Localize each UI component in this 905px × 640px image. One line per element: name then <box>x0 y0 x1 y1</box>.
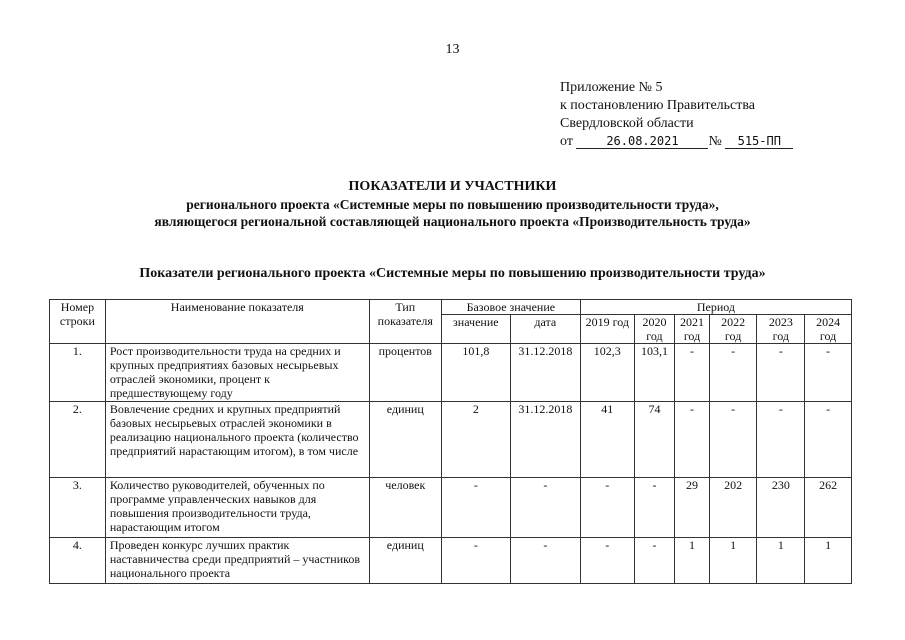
value-2020: - <box>634 478 675 538</box>
header-base-value: значение <box>441 315 510 344</box>
indicator-name: Проведен конкурс лучших практик наставничества среди предприятий – участников национального проекта <box>105 538 369 584</box>
value-2024: - <box>805 402 852 478</box>
appendix-region: Свердловской области <box>560 116 694 131</box>
base-date: - <box>510 478 580 538</box>
section-title: Показатели регионального проекта «Системные меры по повышению производительности труда» <box>139 266 766 281</box>
page-number: 13 <box>445 42 460 57</box>
header-type: Тип показателя <box>369 300 441 344</box>
row-number: 1. <box>50 344 106 402</box>
indicator-type: единиц <box>369 402 441 478</box>
base-date: 31.12.2018 <box>510 344 580 402</box>
value-2022: - <box>709 402 757 478</box>
value-2022: - <box>709 344 757 402</box>
value-2024: 1 <box>805 538 852 584</box>
row-number: 2. <box>50 402 106 478</box>
indicator-name: Рост производительности труда на средних и крупных предприятиях базовых несырьевых отраслей экономики, процент к предшествующему году <box>105 344 369 402</box>
table-row <box>50 538 852 584</box>
row-number: 4. <box>50 538 106 584</box>
value-2020: 74 <box>634 402 675 478</box>
indicator-type: единиц <box>369 538 441 584</box>
document-title: ПОКАЗАТЕЛИ И УЧАСТНИКИ <box>348 179 557 194</box>
value-2023: 230 <box>757 478 805 538</box>
indicator-name: Вовлечение средних и крупных предприятий базовых несырьевых отраслей экономики в реализацию национального проекта (количество предприятий нарастающим итогом), в том числе <box>105 402 369 478</box>
value-2019: 41 <box>580 402 634 478</box>
value-2023: - <box>757 344 805 402</box>
value-2024: - <box>805 344 852 402</box>
document-subtitle: регионального проекта «Системные меры по повышению производительности труда», <box>186 197 719 212</box>
header-row-1 <box>50 300 852 315</box>
value-2019: 102,3 <box>580 344 634 402</box>
base-date: - <box>510 538 580 584</box>
value-2021: - <box>675 344 710 402</box>
value-2021: 1 <box>675 538 710 584</box>
resolution-date: 26.08.2021 <box>576 134 708 149</box>
base-value: 101,8 <box>441 344 510 402</box>
indicators-table <box>49 299 852 584</box>
table-row <box>50 478 852 538</box>
indicator-type: процентов <box>369 344 441 402</box>
indicator-name: Количество руководителей, обученных по программе управленческих навыков для повышения производительности труда, нарастающим итогом <box>105 478 369 538</box>
header-year-2022: 2022 год <box>709 315 757 344</box>
value-2020: - <box>634 538 675 584</box>
value-2022: 1 <box>709 538 757 584</box>
value-2021: 29 <box>675 478 710 538</box>
header-base: Базовое значение <box>441 300 580 315</box>
document-subtitle-2: являющегося региональной составляющей национального проекта «Производительность труда» <box>154 214 751 229</box>
appendix-resolution: к постановлению Правительства <box>560 98 756 113</box>
header-name: Наименование показателя <box>105 300 369 344</box>
appendix-block <box>560 79 793 151</box>
base-value: - <box>441 478 510 538</box>
header-row-number: Номер строки <box>50 300 106 344</box>
header-year-2020: 2020 год <box>634 315 675 344</box>
base-value: 2 <box>441 402 510 478</box>
resolution-number: 515-ПП <box>725 134 793 149</box>
table-row <box>50 344 852 402</box>
appendix-title: Приложение № 5 <box>560 80 663 95</box>
value-2020: 103,1 <box>634 344 675 402</box>
appendix-date-line <box>560 133 793 151</box>
value-2024: 262 <box>805 478 852 538</box>
value-2023: 1 <box>757 538 805 584</box>
header-year-2024: 2024 год <box>805 315 852 344</box>
table-row <box>50 402 852 478</box>
indicator-type: человек <box>369 478 441 538</box>
header-year-2023: 2023 год <box>757 315 805 344</box>
date-prefix: от <box>560 134 573 149</box>
header-base-date: дата <box>510 315 580 344</box>
header-year-2019: 2019 год <box>580 315 634 344</box>
number-prefix: № <box>708 134 722 149</box>
base-date: 31.12.2018 <box>510 402 580 478</box>
value-2021: - <box>675 402 710 478</box>
value-2019: - <box>580 478 634 538</box>
header-period: Период <box>580 300 851 315</box>
row-number: 3. <box>50 478 106 538</box>
value-2023: - <box>757 402 805 478</box>
value-2019: - <box>580 538 634 584</box>
value-2022: 202 <box>709 478 757 538</box>
base-value: - <box>441 538 510 584</box>
header-year-2021: 2021 год <box>675 315 710 344</box>
